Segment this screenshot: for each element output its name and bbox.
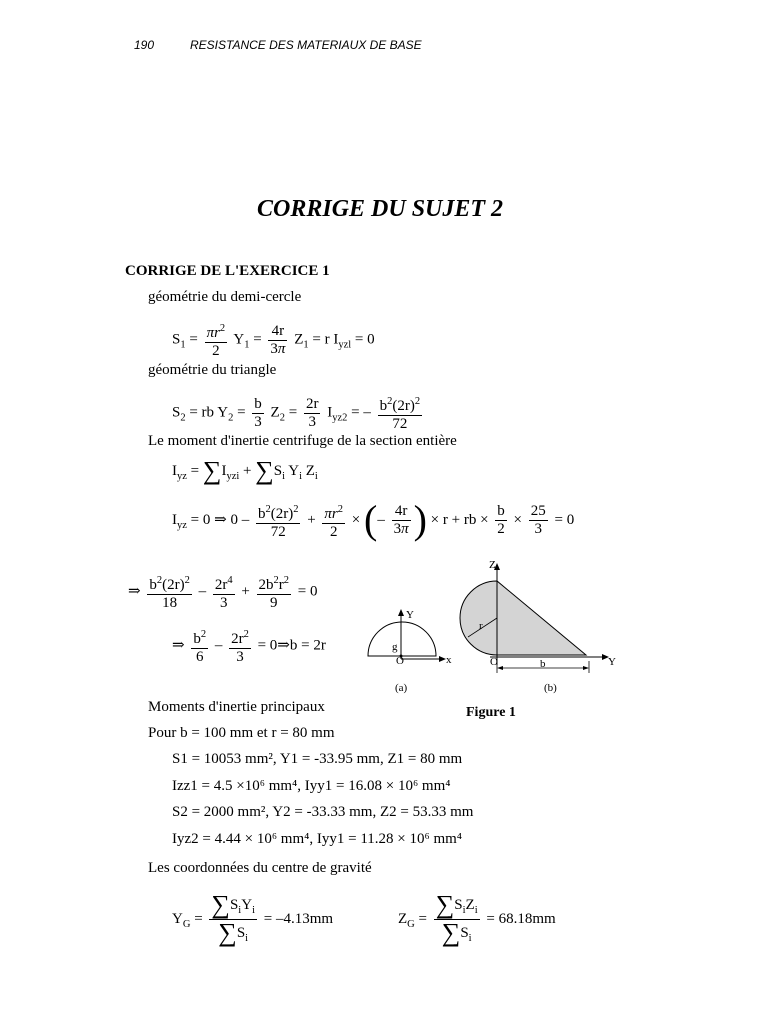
- page-number: 190: [134, 38, 155, 52]
- figure-caption: Figure 1: [466, 705, 516, 720]
- label-centrifugal: Le moment d'inertie centrifuge de la section entière: [148, 433, 457, 449]
- label-x-a: x: [446, 654, 452, 666]
- zg-value: = 68.18mm: [486, 910, 556, 927]
- result-line-4: Iyz2 = 4.44 × 10⁶ mm⁴, Iyy1 = 11.28 × 10⁶ mm⁴: [172, 831, 463, 847]
- semicircle-shaded: [460, 581, 497, 655]
- page-title: CORRIGE DU SUJET 2: [257, 196, 504, 222]
- result-line-1: S1 = 10053 mm², Y1 = -33.95 mm, Z1 = 80 mm: [172, 751, 463, 767]
- label-b: b: [540, 658, 546, 670]
- equation-simplified: ⇒ $\frac{b^2(2r)^2}{18}$ – $\frac{2r^4}{3}$ + $\frac{2b^2r^2}{9}$ = 0: [128, 572, 318, 612]
- label-z-b: Z: [489, 559, 496, 571]
- label-y-a: Y: [406, 609, 414, 621]
- label-semicircle: géométrie du demi-cercle: [148, 289, 302, 305]
- label-g: g: [392, 641, 398, 653]
- triangle-shaded: [497, 581, 586, 655]
- label-centroid: Les coordonnées du centre de gravité: [148, 860, 372, 876]
- label-o-b: O: [490, 656, 498, 668]
- label-r: r: [479, 620, 483, 632]
- label-triangle: géométrie du triangle: [148, 362, 277, 378]
- equation-yg: $Y_G$ = $\frac{\sum S_iY_i}{\sum S_i}$ = –4.13mm: [172, 890, 334, 947]
- section-title: CORRIGE DE L'EXERCICE 1: [125, 263, 330, 279]
- label-o-a: O: [396, 655, 404, 667]
- equation-iyz-zero: $I_{yz} = 0$ ⇒ 0 – $\frac{b^2(2r)^2}{72}$ + $\frac{\pi r^2}{2}$ × (– $\frac{4r}{3\pi}$ ) × r + rb × $\frac{b}{2}$ × $\frac{25}{3}$ = 0: [172, 497, 575, 542]
- result-line-2: Izz1 = 4.5 ×10⁶ mm⁴, Iyy1 = 16.08 × 10⁶ mm⁴: [172, 778, 451, 794]
- equation-triangle: $S_2$ = rb $Y_2$ = $\frac{b}{3}$ $Z_2$ = $\frac{2r}{3}$ $I_{yz2}$ = – $\frac{b^2(2r)^2}{72}$: [172, 393, 425, 433]
- equation-zg: $Z_G$ = $\frac{\sum S_iZ_i}{\sum S_i}$ = 68.18mm: [398, 890, 556, 947]
- label-principal: Moments d'inertie principaux: [148, 699, 325, 715]
- result-line-3: S2 = 2000 mm², Y2 = -33.33 mm, Z2 = 53.33 mm: [172, 804, 474, 820]
- yg-value: = –4.13mm: [263, 910, 334, 927]
- running-title: RESISTANCE DES MATERIAUX DE BASE: [190, 38, 422, 52]
- label-y-b: Y: [608, 656, 616, 668]
- caption-a: (a): [395, 682, 408, 694]
- label-given: Pour b = 100 mm et r = 80 mm: [148, 725, 335, 741]
- equation-result-b: ⇒ $\frac{b^2}{6}$ – $\frac{2r^2}{3}$ = 0⇒b = 2r: [172, 626, 326, 666]
- semicircle-outline: [368, 622, 436, 656]
- equation-semicircle: $S_1$ = $\frac{\pi r^2}{2}$ $Y_1$ = $\frac{4r}{3\pi}$ $Z_1 = r$ $I_{yzl} = 0$: [172, 320, 375, 360]
- caption-b: (b): [544, 682, 557, 694]
- equation-iyz-sum: $I_{yz} = \sum I_{yzi} + \sum S_i$ $Y_i$ $Z_i$: [172, 456, 318, 485]
